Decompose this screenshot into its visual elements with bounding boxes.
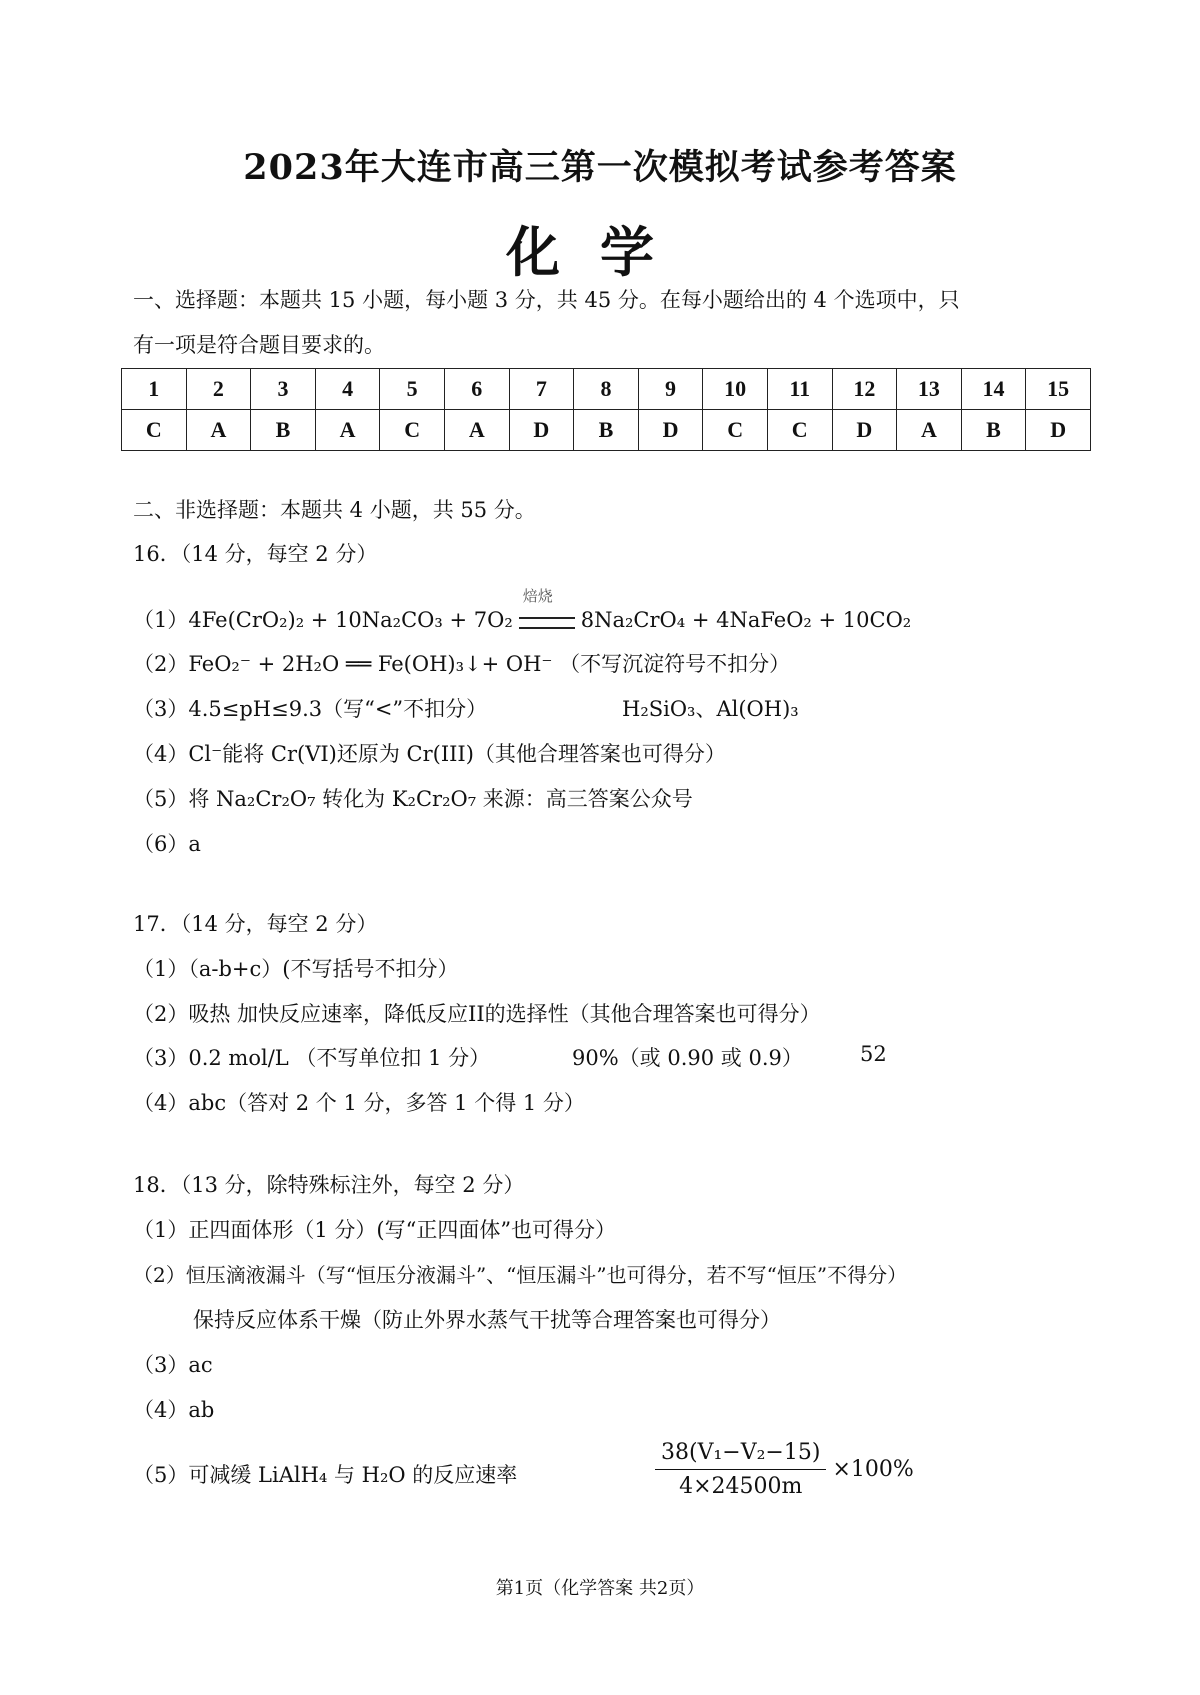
answer-cell: B — [251, 410, 316, 451]
question-number-cell: 13 — [897, 369, 962, 410]
question-number-cell: 11 — [767, 369, 832, 410]
question-number-cell: 5 — [380, 369, 445, 410]
q16-a1-right: 8Na₂CrO₄ + 4NaFeO₂ + 10CO₂ — [580, 608, 912, 632]
answer-cell: D — [638, 410, 703, 451]
question-number-cell: 14 — [961, 369, 1026, 410]
page-footer: 第1页（化学答案 共2页） — [495, 1578, 705, 1599]
q16-answer-3-left: （3）4.5≤pH≤9.3（写“<”不扣分） — [133, 697, 488, 721]
q17-answer-1: （1）（a-b+c）(不写括号不扣分） — [133, 957, 459, 981]
answer-table — [121, 368, 1091, 451]
q16-answer-1 — [133, 586, 912, 634]
page-title: 2023年大连市高三第一次模拟考试参考答案 — [243, 147, 957, 188]
q18-answer-2: （2）恒压滴液漏斗（写“恒压分液漏斗”、“恒压漏斗”也可得分，若不写“恒压”不得分） — [133, 1263, 908, 1287]
q16-answer-4: （4）Cl⁻能将 Cr(VI)还原为 Cr(III)（其他合理答案也可得分） — [133, 742, 726, 766]
answer-cell: B — [574, 410, 639, 451]
section1-line1: 一、选择题：本题共 15 小题，每小题 3 分，共 45 分。在每小题给出的 4 个选项中，只 — [133, 288, 960, 312]
q17-answer-3-right: 52 — [860, 1042, 887, 1066]
answer-cell: B — [961, 410, 1026, 451]
q18-answer-1: （1）正四面体形（1 分）(写“正四面体”也可得分） — [133, 1218, 617, 1242]
answer-table-answer-row — [122, 410, 1091, 451]
subject-title: 化学 — [506, 220, 694, 284]
q17-answer-2: （2）吸热 加快反应速率，降低反应II的选择性（其他合理答案也可得分） — [133, 1002, 821, 1026]
q18-answer-4: （4）ab — [133, 1398, 215, 1422]
section2-heading: 二、非选择题：本题共 4 小题，共 55 分。 — [133, 498, 536, 522]
formula-fraction — [655, 1440, 826, 1499]
question-number-cell: 6 — [444, 369, 509, 410]
answer-cell: A — [897, 410, 962, 451]
formula-denominator: 4×24500m — [679, 1474, 803, 1499]
q16-answer-2: （2）FeO₂⁻ + 2H₂O ══ Fe(OH)₃↓+ OH⁻ （不写沉淀符号不扣分） — [133, 652, 791, 676]
question-number-cell: 15 — [1026, 369, 1091, 410]
q17-answer-3-left: （3）0.2 mol/L （不写单位扣 1 分） — [133, 1046, 491, 1070]
q16-answer-5: （5）将 Na₂Cr₂O₇ 转化为 K₂Cr₂O₇ 来源：高三答案公众号 — [133, 787, 693, 811]
q17-heading: 17．（14 分，每空 2 分） — [133, 912, 378, 936]
formula-tail: ×100% — [832, 1457, 914, 1482]
q16-a1-left: （1）4Fe(CrO₂)₂ + 10Na₂CO₃ + 7O₂ — [133, 608, 513, 632]
q17-answer-4: （4）abc（答对 2 个 1 分，多答 1 个得 1 分） — [133, 1091, 585, 1115]
answer-cell: A — [186, 410, 251, 451]
q17-answer-3-mid: 90%（或 0.90 或 0.9） — [572, 1046, 803, 1070]
question-number-cell: 9 — [638, 369, 703, 410]
question-number-cell: 7 — [509, 369, 574, 410]
q16-answer-3-right: H₂SiO₃、Al(OH)₃ — [622, 697, 799, 721]
question-number-cell: 1 — [122, 369, 187, 410]
answer-cell: A — [315, 410, 380, 451]
question-number-cell: 8 — [574, 369, 639, 410]
q18-heading: 18．（13 分，除特殊标注外，每空 2 分） — [133, 1173, 525, 1197]
q16-heading: 16．（14 分，每空 2 分） — [133, 542, 378, 566]
q18-answer-5: （5）可减缓 LiAlH₄ 与 H₂O 的反应速率 — [133, 1463, 518, 1487]
q18-answer-3: （3）ac — [133, 1353, 213, 1377]
answer-cell: D — [509, 410, 574, 451]
q18-answer-2-continued: 保持反应体系干燥（防止外界水蒸气干扰等合理答案也可得分） — [193, 1308, 781, 1332]
answer-table-number-row — [122, 369, 1091, 410]
equilibrium-sign-icon — [519, 586, 575, 633]
reaction-condition: 焙烧 — [522, 586, 553, 605]
answer-cell: C — [703, 410, 768, 451]
answer-cell: C — [380, 410, 445, 451]
question-number-cell: 3 — [251, 369, 316, 410]
question-number-cell: 4 — [315, 369, 380, 410]
q16-answer-6: （6）a — [133, 832, 201, 856]
section1-line2: 有一项是符合题目要求的。 — [133, 333, 385, 357]
answer-cell: C — [767, 410, 832, 451]
answer-cell: A — [444, 410, 509, 451]
question-number-cell: 12 — [832, 369, 897, 410]
answer-cell: D — [1026, 410, 1091, 451]
question-number-cell: 10 — [703, 369, 768, 410]
answer-cell: C — [122, 410, 187, 451]
yield-formula — [655, 1440, 914, 1499]
formula-numerator: 38(V₁−V₂−15) — [655, 1440, 826, 1470]
question-number-cell: 2 — [186, 369, 251, 410]
answer-cell: D — [832, 410, 897, 451]
